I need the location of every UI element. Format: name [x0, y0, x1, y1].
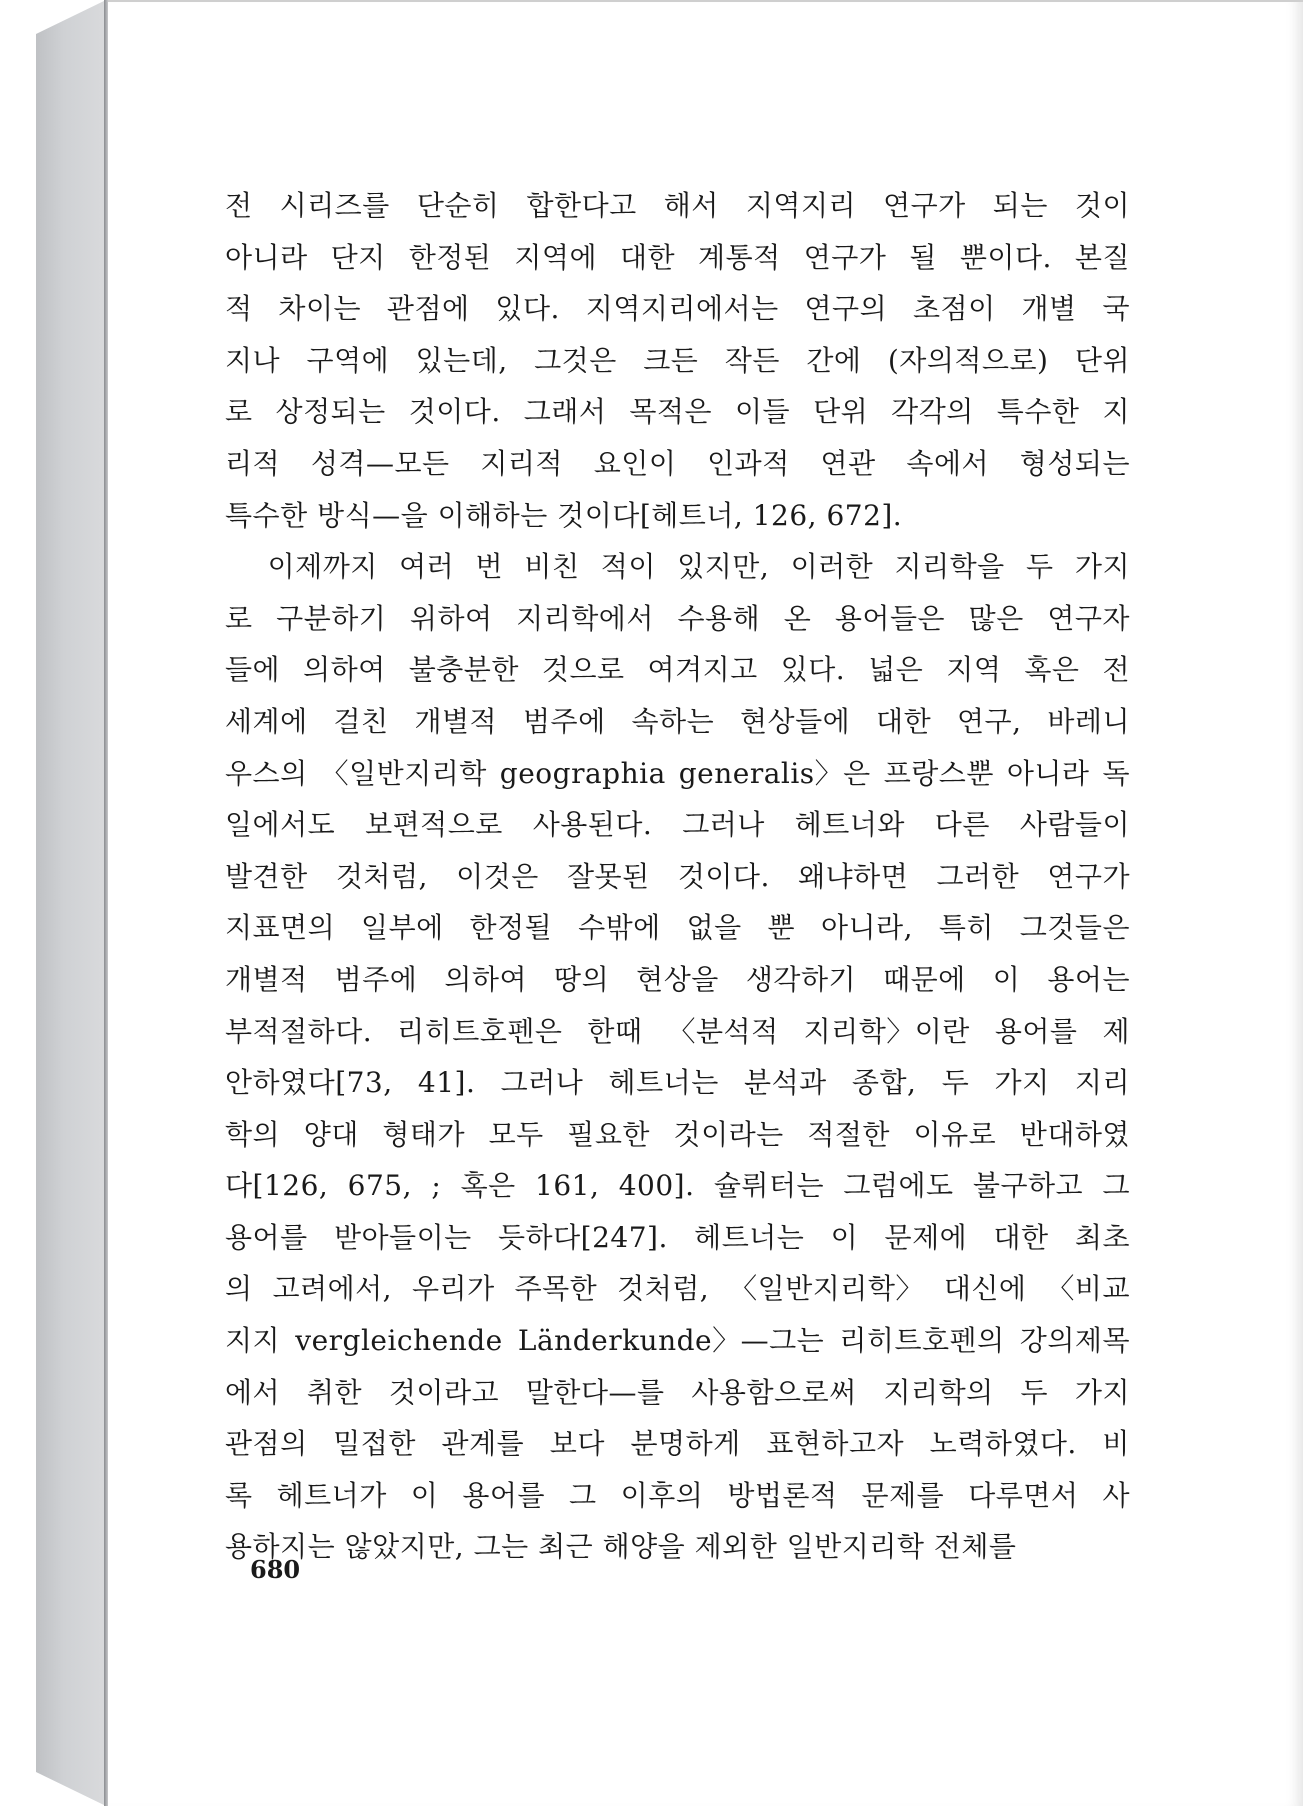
text-line: 의 고려에서, 우리가 주목한 것처럼, 〈일반지리학〉 대신에 〈비교: [225, 1272, 1130, 1306]
text-line: 록 헤트너가 이 용어를 그 이후의 방법론적 문제를 다루면서 사: [225, 1478, 1130, 1512]
text-line: 에서 취한 것이라고 말한다—를 사용함으로써 지리학의 두 가지: [225, 1375, 1130, 1409]
text-line: 발견한 것처럼, 이것은 잘못된 것이다. 왜냐하면 그러한 연구가: [225, 859, 1130, 893]
text-line: 부적절하다. 리히트호펜은 한때 〈분석적 지리학〉이란 용어를 제: [225, 1014, 1130, 1048]
text-line: 일에서도 보편적으로 사용된다. 그러나 헤트너와 다른 사람들이: [225, 808, 1130, 842]
page-body-text: [225, 180, 1130, 1573]
text-line: 적 차이는 관점에 있다. 지역지리에서는 연구의 초점이 개별 국: [225, 292, 1130, 326]
text-line: 용하지는 않았지만, 그는 최근 해양을 제외한 일반지리학 전체를: [225, 1530, 1017, 1564]
text-line: 리적 성격—모든 지리적 요인이 인과적 연관 속에서 형성되는: [225, 446, 1130, 480]
text-line: 학의 양대 형태가 모두 필요한 것이라는 적절한 이유로 반대하였: [225, 1117, 1130, 1151]
text-line: 다[126, 675, ; 혹은 161, 400]. 슐뤼터는 그럼에도 불구하고 그: [225, 1169, 1130, 1203]
text-line: 지지 vergleichende Länderkunde〉—그는 리히트호펜의 강의제목: [225, 1324, 1130, 1358]
text-line: 관점의 밀접한 관계를 보다 분명하게 표현하고자 노력하였다. 비: [225, 1427, 1130, 1461]
page-number: 680: [250, 1555, 301, 1584]
text-line: 지나 구역에 있는데, 그것은 크든 작든 간에 (자의적으로) 단위: [225, 343, 1130, 377]
text-line: 전 시리즈를 단순히 합한다고 해서 지역지리 연구가 되는 것이: [225, 189, 1130, 222]
text-line: 특수한 방식—을 이해하는 것이다[헤트너, 126, 672].: [225, 498, 903, 532]
text-line: 지표면의 일부에 한정될 수밖에 없을 뿐 아니라, 특히 그것들은: [225, 911, 1130, 945]
text-line: 들에 의하여 불충분한 것으로 여겨지고 있다. 넓은 지역 혹은 전: [225, 653, 1130, 687]
page-top-edge: [108, 0, 1303, 2]
text-line: 용어를 받아들이는 듯하다[247]. 헤트너는 이 문제에 대한 최초: [225, 1220, 1130, 1254]
text-line: 로 구분하기 위하여 지리학에서 수용해 온 용어들은 많은 연구자: [225, 601, 1130, 635]
text-line: 이제까지 여러 번 비친 적이 있지만, 이러한 지리학을 두 가지: [225, 550, 1130, 584]
text-line: 개별적 범주에 의하여 땅의 현상을 생각하기 때문에 이 용어는: [225, 962, 1130, 996]
text-line: 아니라 단지 한정된 지역에 대한 계통적 연구가 될 뿐이다. 본질: [225, 240, 1130, 274]
text-line: 안하였다[73, 41]. 그러나 헤트너는 분석과 종합, 두 가지 지리: [225, 1066, 1130, 1100]
text-line: 로 상정되는 것이다. 그래서 목적은 이들 단위 각각의 특수한 지: [225, 395, 1130, 429]
book-spine: [36, 0, 106, 1806]
text-line: 우스의 〈일반지리학 geographia generalis〉은 프랑스뿐 아니라 독: [225, 756, 1130, 790]
text-line: 세계에 걸친 개별적 범주에 속하는 현상들에 대한 연구, 바레니: [225, 704, 1130, 738]
